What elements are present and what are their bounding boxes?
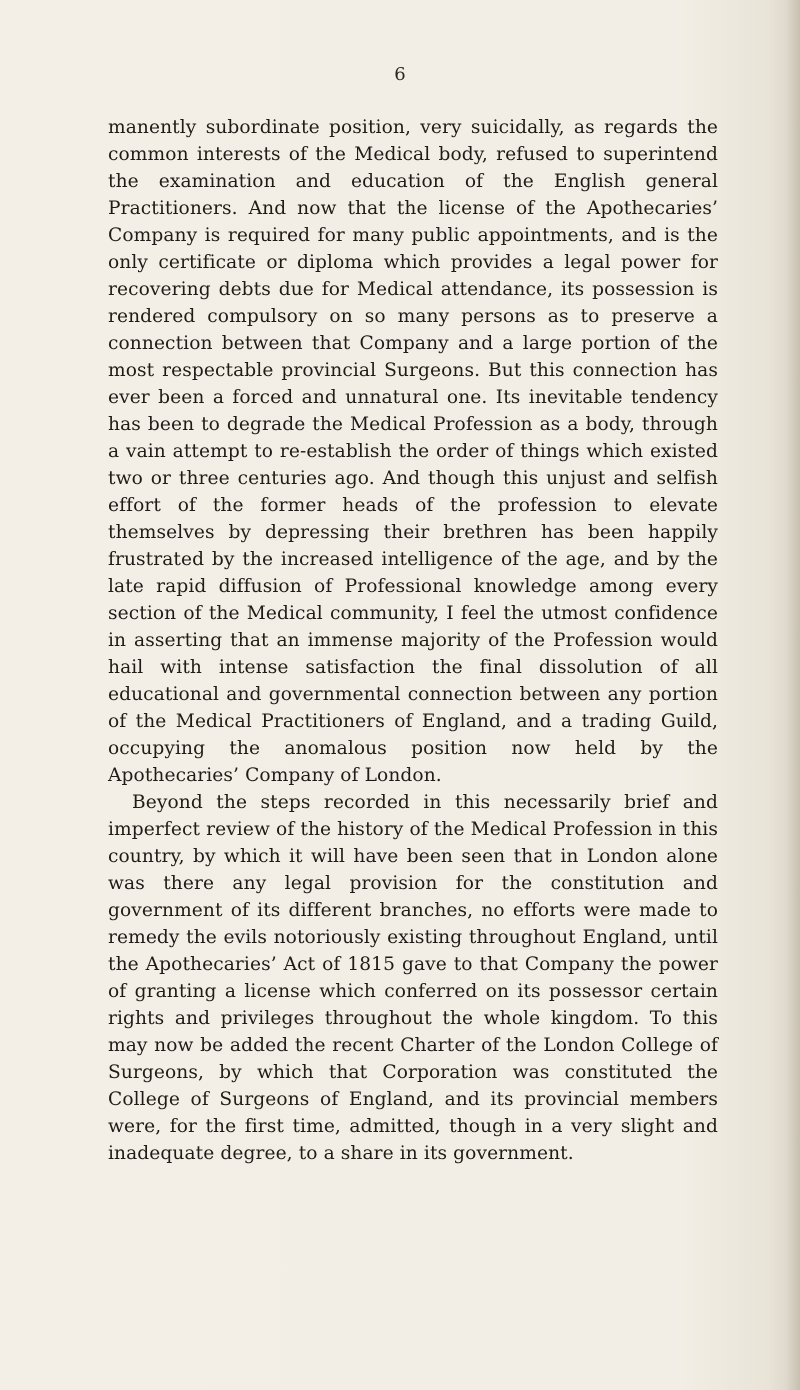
page-number: 6 — [394, 64, 406, 85]
body-text — [108, 114, 718, 1167]
paragraph: Beyond the steps recorded in this necessarily brief and imperfect review of the history of the Medical Profession in this country, by which it will have been seen that in London alone was there any legal provision for the constitution and government of its different branches, no efforts were made to remedy the evils notoriously existing throughout England, until the Apothecaries’ Act of 1815 gave to that Company the power of granting a license which conferred on its possessor certain rights and privileges throughout the whole kingdom. To this may now be added the recent Charter of the London College of Surgeons, by which that Corporation was constituted the College of Surgeons of England, and its provincial members were, for the first time, admitted, though in a very slight and inadequate degree, to a share in its government. — [108, 792, 718, 1164]
page-edge-shadow — [786, 0, 800, 1390]
paragraph-continuation: manently subordinate position, very suicidally, as regards the common interests of the Medical body, refused to superintend the examination and education of the English general Practitioners. And now that the license of the Apothecaries’ Company is required for many public appointments, and is the only certificate or diploma which provides a legal power for recovering debts due for Medical attendance, its possession is rendered compulsory on so many persons as to preserve a connection between that Company and a large portion of the most respectable provincial Surgeons. But this connection has ever been a forced and unnatural one. Its inevitable tendency has been to degrade the Medical Profession as a body, through a vain attempt to re-establish the order of things which existed two or three centuries ago. And though this unjust and selfish effort of the former heads of the profession to elevate themselves by depressing their brethren has been happily frustrated by the increased intelligence of the age, and by the late rapid diffusion of Professional knowledge among every section of the Medical community, I feel the utmost confidence in asserting that an immense majority of the Profession would hail with intense satisfaction the final dissolution of all educational and governmental connection between any portion of the Medical Practitioners of England, and a trading Guild, occupying the anomalous position now held by the Apothecaries’ Company of London. — [108, 117, 718, 786]
